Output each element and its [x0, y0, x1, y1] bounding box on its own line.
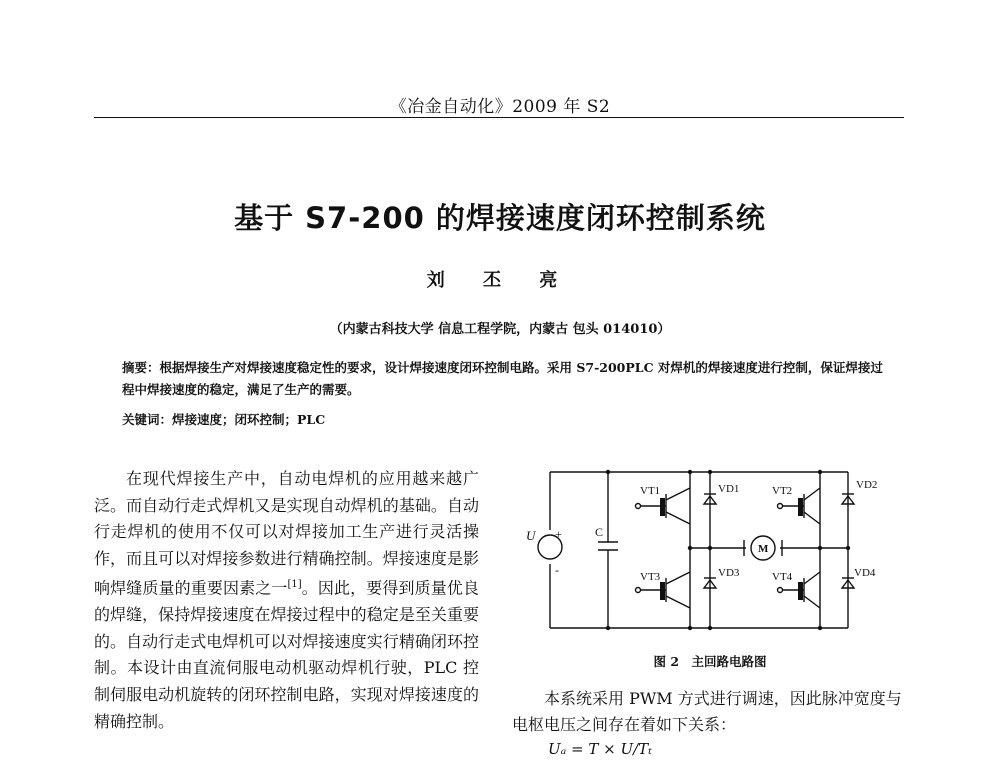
- body-paragraph: 本系统采用 PWM 方式进行调速，因此脉冲宽度与电枢电压之间存在着如下关系：: [512, 689, 902, 734]
- label-vd4: VD4: [854, 567, 876, 579]
- formula: Uₐ = T × U/Tₜ: [548, 740, 652, 758]
- body-text-a: 在现代焊接生产中，自动电焊机的应用越来越广泛。而自动行走式焊机又是实现自动焊机的基础。自动行走焊机的使用不仅可以对焊接加工生产进行灵活操作，而且可以对焊接参数进行精确控制。焊接速度是影响焊缝质量的重要因素之一: [94, 469, 479, 598]
- body-column-right: [512, 686, 902, 738]
- affiliation: （内蒙古科技大学 信息工程学院，内蒙古 包头 014010）: [329, 322, 671, 337]
- keywords: [122, 410, 888, 428]
- label-vd3: VD3: [718, 567, 740, 579]
- label-u: U: [526, 528, 536, 543]
- label-plus: +: [555, 527, 562, 541]
- figure-caption: 图 2 主回路电路图: [653, 654, 767, 669]
- label-vt3: VT3: [640, 571, 661, 583]
- journal-header: 《冶金自动化》2009 年 S2: [389, 97, 611, 117]
- abstract: [122, 357, 888, 401]
- label-c: C: [595, 525, 604, 539]
- author: 刘 丕 亮: [426, 270, 574, 291]
- citation-ref[interactable]: [1]: [287, 579, 302, 591]
- abstract-text: 根据焊接生产对焊接速度稳定性的要求，设计焊接速度闭环控制电路。采用 S7-200PLC 对焊机的焊接速度进行控制，保证焊接过程中焊接速度的稳定，满足了生产的需要。: [122, 360, 883, 397]
- label-minus: -: [555, 563, 559, 577]
- body-column-left: [94, 466, 479, 735]
- abstract-label: 摘要：: [122, 360, 160, 375]
- label-vt2: VT2: [772, 485, 793, 497]
- label-vt1: VT1: [640, 485, 661, 497]
- label-vd1: VD1: [718, 483, 740, 495]
- header-rule: [94, 117, 904, 118]
- keywords-text: 焊接速度；闭环控制；PLC: [172, 412, 326, 427]
- label-vt4: VT4: [772, 571, 793, 583]
- paper-title: 基于 S7-200 的焊接速度闭环控制系统: [234, 201, 766, 235]
- label-m: M: [758, 543, 769, 555]
- body-paragraph: [94, 466, 479, 735]
- circuit-diagram: [520, 468, 878, 634]
- body-text-b: 。因此，要得到质量优良的焊缝，保持焊接速度在焊接过程中的稳定是至关重要的。自动行走式电焊机可以对焊接速度实行精确闭环控制。本设计由直流伺服电动机驱动焊机行驶，PLC 控制伺服电动机旋转的闭环控制电路，实现对焊接速度的精确控制。: [94, 578, 479, 731]
- label-vd2: VD2: [856, 479, 878, 491]
- keywords-label: 关键词：: [122, 412, 173, 427]
